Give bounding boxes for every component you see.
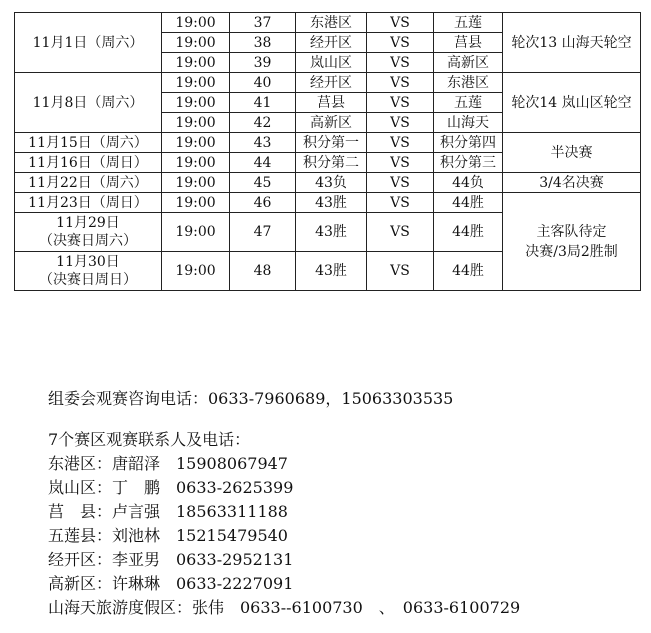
match-no-cell: 39 <box>230 53 296 73</box>
vs-cell: VS <box>367 33 434 53</box>
time-cell: 19:00 <box>162 13 230 33</box>
match-no-cell: 37 <box>230 13 296 33</box>
contact-line: 五莲县：刘池林 15215479540 <box>48 526 288 545</box>
date-line: 11月29日 <box>56 215 120 231</box>
table-row <box>15 73 641 93</box>
note-cell: 轮次13 山海天轮空 <box>503 13 641 73</box>
away-cell: 积分第三 <box>434 153 503 173</box>
home-cell: 莒县 <box>296 93 367 113</box>
schedule-table <box>14 12 641 291</box>
away-cell: 五莲 <box>434 93 503 113</box>
match-no-cell: 45 <box>230 173 296 193</box>
date-cell <box>15 213 162 252</box>
table-row <box>15 13 641 33</box>
date-cell: 11月15日（周六） <box>15 133 162 153</box>
home-cell: 43胜 <box>296 213 367 252</box>
hotline-text: 组委会观赛咨询电话：0633-7960689，15063303535 <box>48 389 454 408</box>
time-cell: 19:00 <box>162 153 230 173</box>
match-no-cell: 41 <box>230 93 296 113</box>
time-cell: 19:00 <box>162 113 230 133</box>
match-no-cell: 44 <box>230 153 296 173</box>
contact-line: 经开区：李亚男 0633-2952131 <box>48 550 294 569</box>
vs-cell: VS <box>367 193 434 213</box>
away-cell: 44负 <box>434 173 503 193</box>
away-cell: 44胜 <box>434 193 503 213</box>
date-subline: （决赛日周六） <box>39 233 137 249</box>
away-cell: 五莲 <box>434 13 503 33</box>
note-cell: 3/4名决赛 <box>503 173 641 193</box>
time-cell: 19:00 <box>162 213 230 252</box>
vs-cell: VS <box>367 53 434 73</box>
vs-cell: VS <box>367 73 434 93</box>
home-cell: 43胜 <box>296 193 367 213</box>
note-cell <box>503 193 641 291</box>
date-subline: （决赛日周日） <box>39 272 137 288</box>
note-line: 主客队待定 <box>536 223 607 240</box>
vs-cell: VS <box>367 252 434 291</box>
date-cell: 11月8日（周六） <box>15 73 162 133</box>
away-cell: 山海天 <box>434 113 503 133</box>
date-cell: 11月22日（周六） <box>15 173 162 193</box>
note-cell: 轮次14 岚山区轮空 <box>503 73 641 133</box>
home-cell: 43胜 <box>296 252 367 291</box>
vs-cell: VS <box>367 173 434 193</box>
match-no-cell: 46 <box>230 193 296 213</box>
away-cell: 东港区 <box>434 73 503 93</box>
contact-line: 岚山区：丁 鹏 0633-2625399 <box>48 478 294 497</box>
away-cell: 莒县 <box>434 33 503 53</box>
match-no-cell: 38 <box>230 33 296 53</box>
time-cell: 19:00 <box>162 33 230 53</box>
home-cell: 经开区 <box>296 73 367 93</box>
match-no-cell: 43 <box>230 133 296 153</box>
vs-cell: VS <box>367 93 434 113</box>
contact-line: 莒 县：卢言强 18563311188 <box>48 502 288 521</box>
contacts-header: 7个赛区观赛联系人及电话： <box>48 430 251 449</box>
contact-line: 东港区：唐韶泽 15908067947 <box>48 454 288 473</box>
home-cell: 43负 <box>296 173 367 193</box>
time-cell: 19:00 <box>162 193 230 213</box>
date-cell: 11月16日（周日） <box>15 153 162 173</box>
time-cell: 19:00 <box>162 133 230 153</box>
time-cell: 19:00 <box>162 93 230 113</box>
home-cell: 积分第一 <box>296 133 367 153</box>
contact-line: 山海天旅游度假区：张伟 0633--6100730 、 0633-6100729 <box>48 598 521 617</box>
date-cell: 11月23日（周日） <box>15 193 162 213</box>
match-no-cell: 47 <box>230 213 296 252</box>
time-cell: 19:00 <box>162 53 230 73</box>
vs-cell: VS <box>367 213 434 252</box>
vs-cell: VS <box>367 153 434 173</box>
time-cell: 19:00 <box>162 173 230 193</box>
away-cell: 高新区 <box>434 53 503 73</box>
table-row <box>15 193 641 213</box>
match-no-cell: 42 <box>230 113 296 133</box>
away-cell: 44胜 <box>434 213 503 252</box>
vs-cell: VS <box>367 13 434 33</box>
vs-cell: VS <box>367 133 434 153</box>
home-cell: 岚山区 <box>296 53 367 73</box>
away-cell: 积分第四 <box>434 133 503 153</box>
match-no-cell: 40 <box>230 73 296 93</box>
time-cell: 19:00 <box>162 252 230 291</box>
date-cell: 11月1日（周六） <box>15 13 162 73</box>
contact-line: 高新区：许琳琳 0633-2227091 <box>48 574 294 593</box>
table-row <box>15 133 641 153</box>
note-cell: 半决赛 <box>503 133 641 173</box>
home-cell: 高新区 <box>296 113 367 133</box>
table-row <box>15 173 641 193</box>
time-cell: 19:00 <box>162 73 230 93</box>
date-cell <box>15 252 162 291</box>
date-line: 11月30日 <box>56 254 120 270</box>
note-line: 决赛/3局2胜制 <box>525 243 618 260</box>
home-cell: 积分第二 <box>296 153 367 173</box>
home-cell: 经开区 <box>296 33 367 53</box>
home-cell: 东港区 <box>296 13 367 33</box>
match-no-cell: 48 <box>230 252 296 291</box>
away-cell: 44胜 <box>434 252 503 291</box>
vs-cell: VS <box>367 113 434 133</box>
